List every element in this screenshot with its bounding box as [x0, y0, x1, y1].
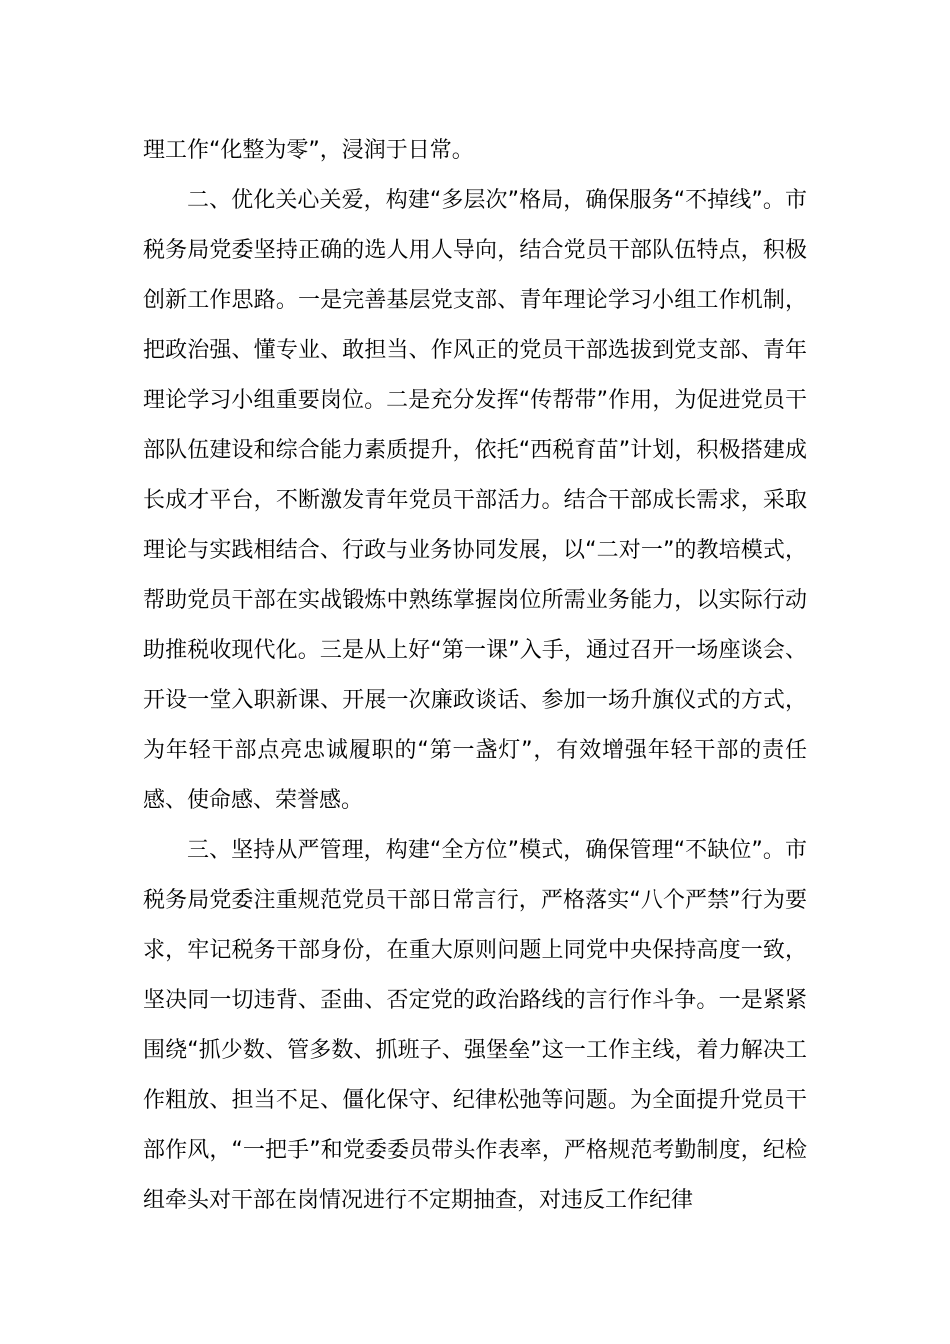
paragraph-section-two: 二、优化关心关爱，构建“多层次”格局，确保服务“不掉线”。市税务局党委坚持正确的选人用人导向，结合党员干部队伍特点，积极创新工作思路。一是完善基层党支部、青年理论学习小组工作机制，把政治强、懂专业、敢担当、作风正的党员干部选拔到党支部、青年理论学习小组重要岗位。二是充分发挥“传帮带”作用，为促进党员干部队伍建设和综合能力素质提升，依托“西税育苗”计划，积极搭建成长成才平台，不断激发青年党员干部活力。结合干部成长需求，采取理论与实践相结合、行政与业务协同发展，以“二对一”的教培模式，帮助党员干部在实战锻炼中熟练掌握岗位所需业务能力，以实际行动助推税收现代化。三是从上好“第一课”入手，通过召开一场座谈会、开设一堂入职新课、开展一次廉政谈话、参加一场升旗仪式的方式，为年轻干部点亮忠诚履职的“第一盏灯”，有效增强年轻干部的责任感、使命感、荣誉感。	[143, 188, 807, 813]
document-body	[143, 126, 807, 1226]
paragraph-section-three: 三、坚持从严管理，构建“全方位”模式，确保管理“不缺位”。市税务局党委注重规范党员干部日常言行，严格落实“八个严禁”行为要求，牢记税务干部身份，在重大原则问题上同党中央保持高度一致，坚决同一切违背、歪曲、否定党的政治路线的言行作斗争。一是紧紧围绕“抓少数、管多数、抓班子、强堡垒”这一工作主线，着力解决工作粗放、担当不足、僵化保守、纪律松弛等问题。为全面提升党员干部作风，“一把手”和党委委员带头作表率，严格规范考勤制度，纪检组牵头对干部在岗情况进行不定期抽查，对违反工作纪律	[143, 838, 807, 1213]
paragraph-continuation: 理工作“化整为零”，浸润于日常。	[143, 138, 474, 163]
